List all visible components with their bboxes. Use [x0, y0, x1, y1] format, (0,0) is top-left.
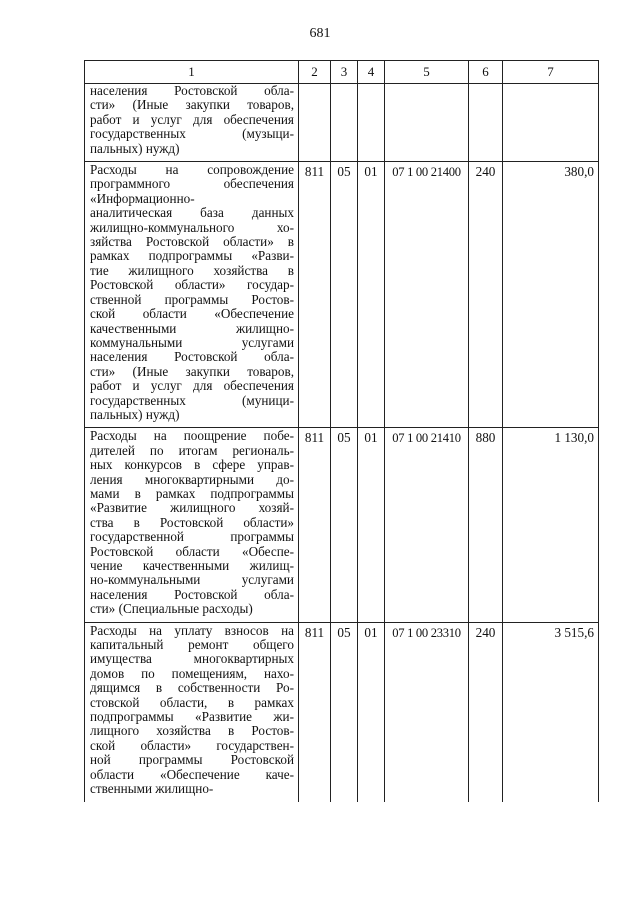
table-row: [85, 84, 599, 162]
description-line: чение качественными жилищ-: [90, 558, 294, 573]
row-amount: 380,0: [503, 162, 599, 428]
page-number: 681: [309, 26, 331, 41]
description-line: дителей по итогам региональ-: [90, 442, 294, 458]
row-description: [85, 84, 299, 162]
description-line: сти» (Специальные расходы): [90, 601, 253, 617]
row-subsection-code: 01: [358, 428, 385, 622]
row-expense-type: 240: [469, 162, 503, 428]
row-description: [85, 428, 299, 622]
row-amount: [503, 84, 599, 162]
description-line: ственными жилищно-: [90, 781, 214, 797]
description-line: государственных (музыци-: [90, 126, 294, 142]
description-line: работ и услуг для обеспечения: [90, 378, 294, 394]
description-line: программного обеспечения: [90, 176, 294, 192]
description-line: Расходы на сопровождение: [90, 162, 294, 178]
header-col-6: 6: [469, 61, 503, 84]
description-line: населения Ростовской обла-: [90, 349, 294, 365]
header-col-2: 2: [299, 61, 331, 84]
row-ministry-code: 811: [299, 622, 331, 801]
description-line: населения Ростовской обла-: [90, 586, 294, 602]
row-target-article: 07 1 00 21410: [385, 428, 469, 622]
description-line: сти» (Иные закупки товаров,: [90, 97, 294, 113]
row-description: [85, 622, 299, 801]
description-line: дящимся в собственности Ро-: [90, 680, 294, 696]
description-line: работ и услуг для обеспечения: [90, 111, 294, 127]
description-line: Ростовской области» государ-: [90, 277, 294, 293]
row-ministry-code: [299, 84, 331, 162]
description-line: но-коммунальными услугами: [90, 572, 294, 588]
row-expense-type: 880: [469, 428, 503, 622]
description-line: зяйства Ростовской области» в: [90, 234, 294, 250]
row-section-code: 05: [331, 622, 358, 801]
table-row: [85, 162, 599, 428]
table-row: [85, 428, 599, 622]
table-body: [85, 84, 599, 802]
row-section-code: [331, 84, 358, 162]
header-col-3: 3: [331, 61, 358, 84]
row-amount: 1 130,0: [503, 428, 599, 622]
table-row: [85, 622, 599, 801]
description-line: ской области» государствен-: [90, 737, 294, 753]
description-line: мами в рамках подпрограммы: [90, 485, 294, 501]
description-line: Ростовской области «Обеспе-: [90, 543, 294, 559]
row-expense-type: 240: [469, 622, 503, 801]
description-line: ления многоквартирными до-: [90, 471, 294, 487]
description-line: «Информационно-: [90, 190, 195, 206]
description-line: рамках подпрограммы «Разви-: [90, 248, 294, 264]
header-col-1: 1: [85, 61, 299, 84]
description-line: коммунальными услугами: [90, 334, 294, 350]
row-target-article: [385, 84, 469, 162]
description-line: государственных (муници-: [90, 392, 294, 408]
row-description: [85, 162, 299, 428]
description-line: капитальный ремонт общего: [90, 637, 294, 653]
row-subsection-code: 01: [358, 162, 385, 428]
row-section-code: 05: [331, 428, 358, 622]
description-line: ской области «Обеспечение: [90, 306, 294, 322]
row-target-article: 07 1 00 23310: [385, 622, 469, 801]
description-line: ства в Ростовской области»: [90, 514, 294, 530]
description-line: пальных) нужд): [90, 140, 180, 156]
description-line: пальных) нужд): [90, 406, 180, 422]
description-line: подпрограммы «Развитие жи-: [90, 709, 294, 725]
description-line: качественными жилищно-: [90, 320, 294, 336]
description-line: сти» (Иные закупки товаров,: [90, 363, 294, 379]
description-line: «Развитие жилищного хозяй-: [90, 500, 294, 516]
header-col-5: 5: [385, 61, 469, 84]
description-line: ных конкурсов в сфере управ-: [90, 457, 294, 473]
budget-table: [84, 60, 599, 802]
description-line: стовской области, в рамках: [90, 694, 294, 710]
description-line: населения Ростовской обла-: [90, 83, 294, 98]
row-amount: 3 515,6: [503, 622, 599, 801]
row-subsection-code: 01: [358, 622, 385, 801]
description-line: ной программы Ростовской: [90, 752, 294, 768]
description-line: государственной программы: [90, 529, 294, 545]
row-expense-type: [469, 84, 503, 162]
header-col-4: 4: [358, 61, 385, 84]
header-col-7: 7: [503, 61, 599, 84]
description-line: лищного хозяйства в Ростов-: [90, 723, 294, 739]
header-row: [85, 61, 599, 84]
row-ministry-code: 811: [299, 428, 331, 622]
row-ministry-code: 811: [299, 162, 331, 428]
description-line: имущества многоквартирных: [90, 651, 294, 667]
description-line: области «Обеспечение каче-: [90, 766, 294, 782]
row-target-article: 07 1 00 21400: [385, 162, 469, 428]
description-line: домов по помещениям, нахо-: [90, 665, 294, 681]
description-line: Расходы на уплату взносов на: [90, 622, 294, 638]
row-section-code: 05: [331, 162, 358, 428]
description-line: жилищно-коммунального хо-: [90, 219, 294, 235]
row-subsection-code: [358, 84, 385, 162]
description-line: тие жилищного хозяйства в: [90, 262, 294, 278]
description-line: ственной программы Ростов-: [90, 291, 294, 307]
description-line: Расходы на поощрение побе-: [90, 428, 294, 444]
description-line: аналитическая база данных: [90, 205, 294, 221]
